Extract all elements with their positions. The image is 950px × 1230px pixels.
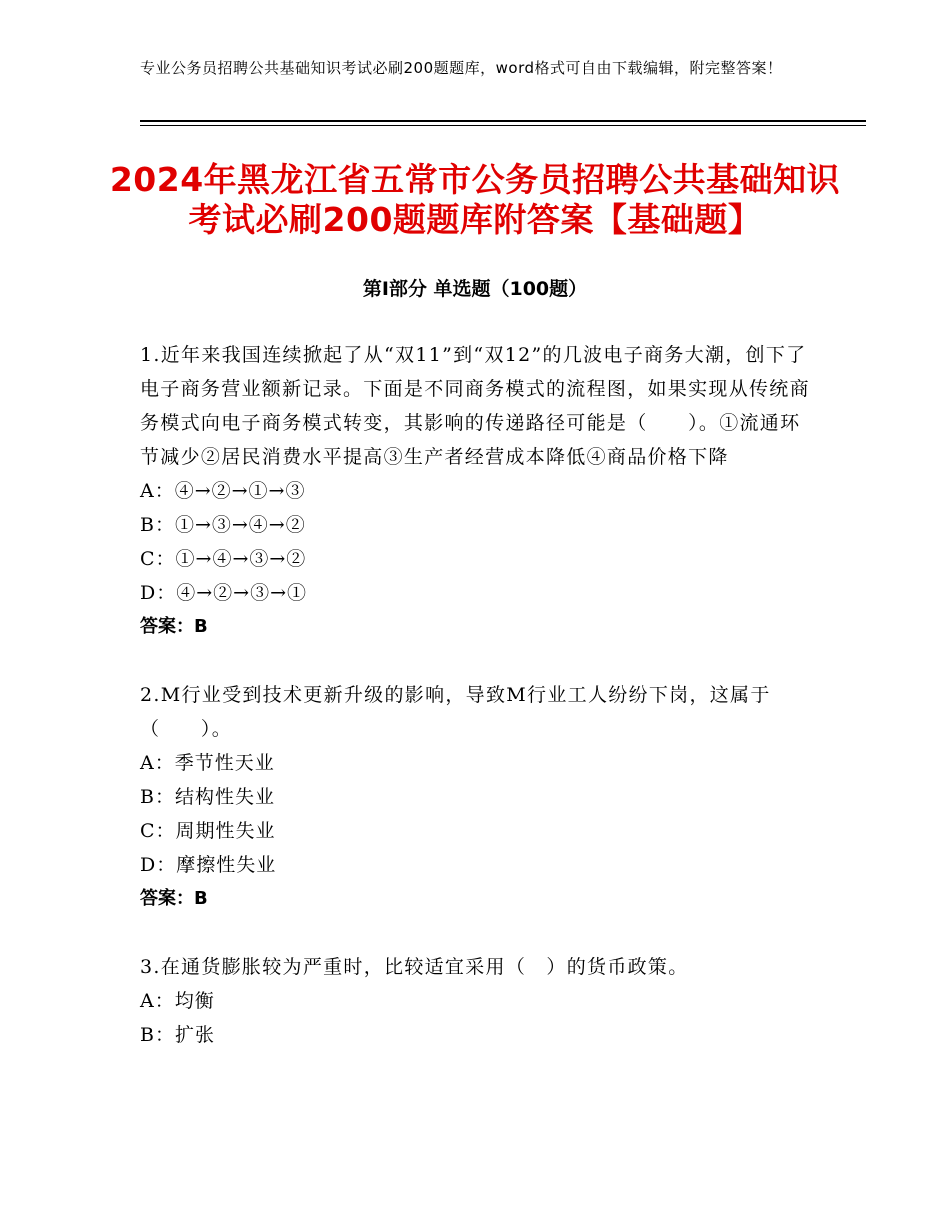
question-1 (140, 338, 810, 644)
option-b: B：①→③→④→② (140, 514, 306, 536)
option-a: A：均衡 (140, 990, 215, 1012)
option-d: D：④→②→③→① (140, 582, 307, 604)
question-stem: 2.M行业受到技术更新升级的影响，导致M行业工人纷纷下岗，这属于（ ）。 (140, 684, 771, 740)
header-divider-thin (140, 125, 866, 126)
option-b: B：结构性失业 (140, 786, 275, 808)
header-divider-thick (140, 120, 866, 122)
option-a: A：④→②→①→③ (140, 480, 306, 502)
option-d: D：摩擦性失业 (140, 854, 277, 876)
option-c: C：①→④→③→② (140, 548, 307, 570)
question-2 (140, 678, 810, 916)
section-heading: 第Ⅰ部分 单选题（100题） (362, 278, 588, 300)
question-stem: 3.在通货膨胀较为严重时，比较适宜采用（ ）的货币政策。 (140, 956, 689, 978)
option-c: C：周期性失业 (140, 820, 276, 842)
question-3 (140, 950, 810, 1052)
answer-label: 答案：B (140, 888, 208, 909)
option-a: A：季节性天业 (140, 752, 275, 774)
question-stem: 1.近年来我国连续掀起了从“双11”到“双12”的几波电子商务大潮，创下了电子商务营业额新记录。下面是不同商务模式的流程图，如果实现从传统商务模式向电子商务模式转变，其影响的传递路径可能是（ ）。①流通环节减少②居民消费水平提高③生产者经营成本降低④商品价格下降 (140, 344, 810, 468)
question-list (140, 338, 810, 1086)
header-note: 专业公务员招聘公共基础知识考试必刷200题题库，word格式可自由下载编辑，附完整答案！ (140, 59, 783, 77)
document-title: 2024年黑龙江省五常市公务员招聘公共基础知识考试必刷200题题库附答案【基础题】 (109, 160, 841, 239)
option-b: B：扩张 (140, 1024, 215, 1046)
answer-label: 答案：B (140, 616, 208, 637)
